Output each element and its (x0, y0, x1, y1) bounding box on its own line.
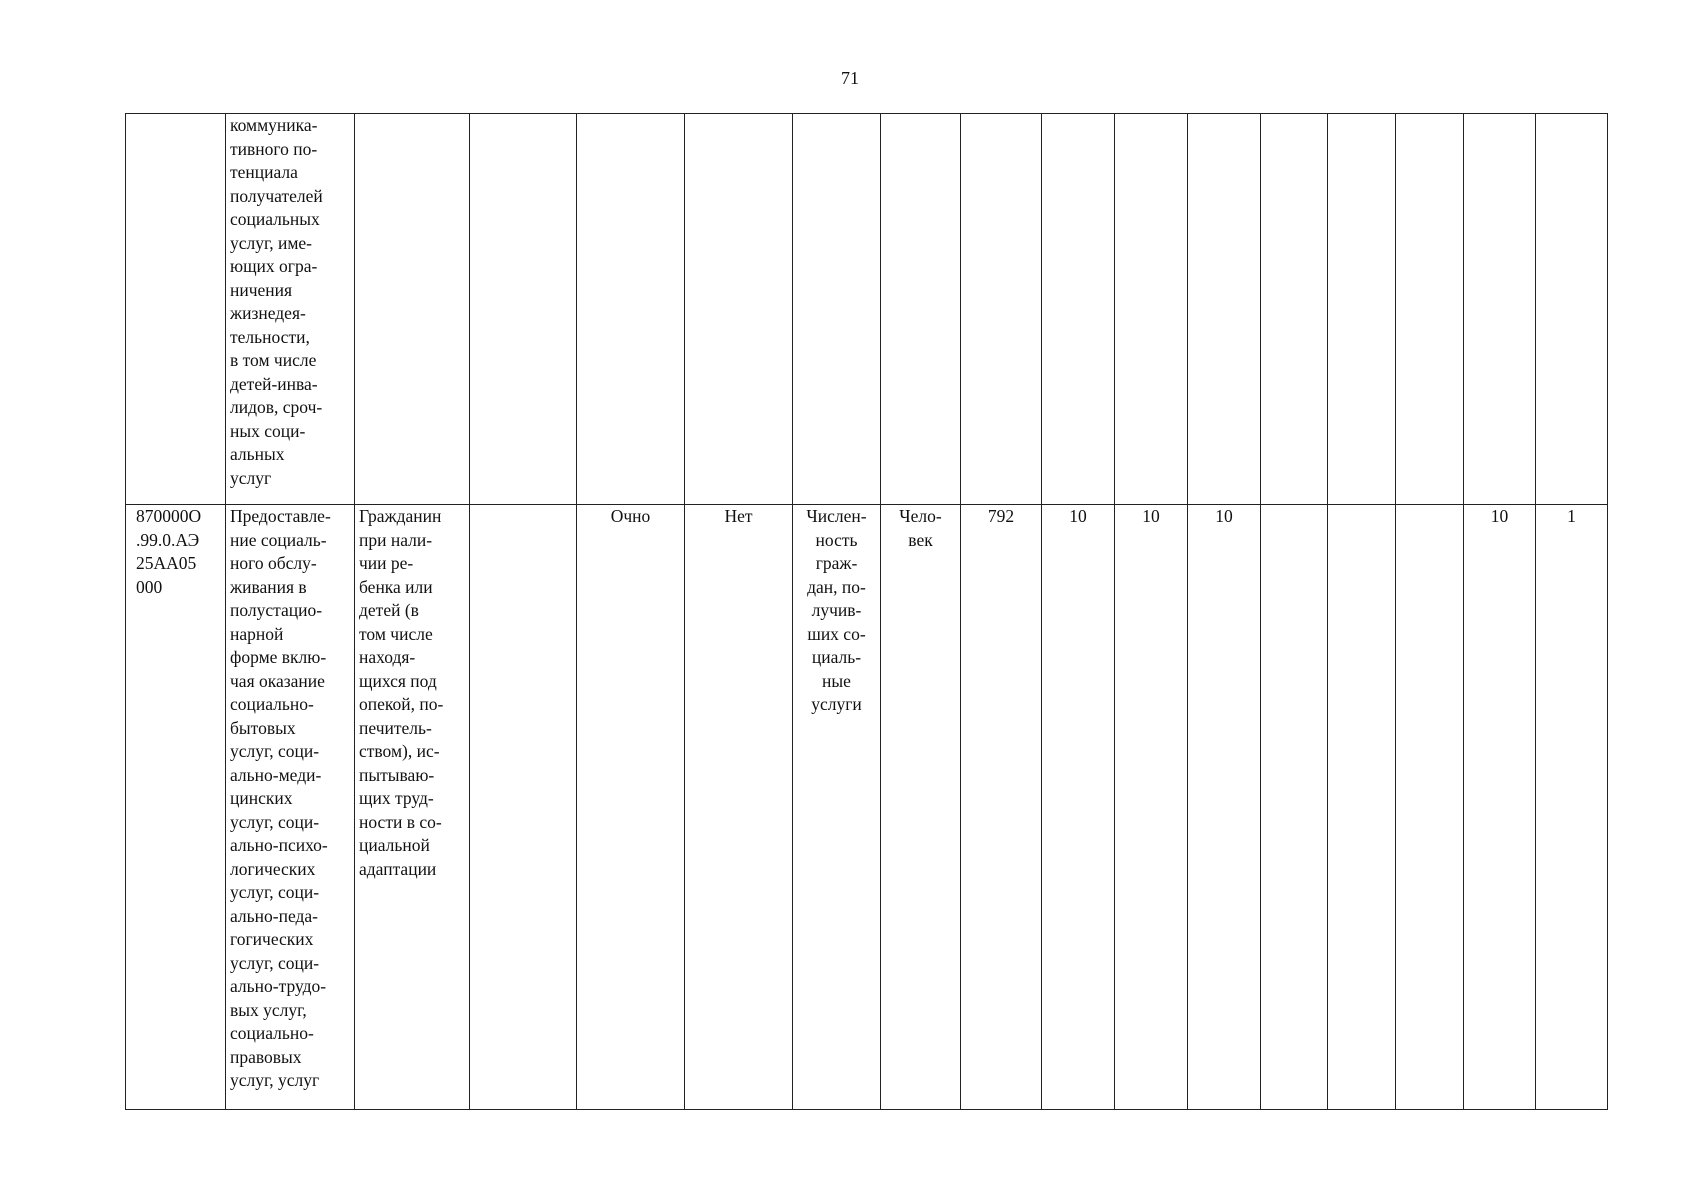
paid-cell: Нет (685, 505, 793, 1110)
form-cell (577, 114, 685, 505)
recipient-category-cell (355, 114, 470, 505)
value-cell: 10 (1188, 505, 1261, 1110)
empty-cell (685, 114, 793, 505)
unit-code-cell: 792 (961, 505, 1042, 1110)
code-cell (126, 114, 226, 505)
empty-cell (470, 505, 577, 1110)
report-table (125, 113, 1608, 1110)
table-row (126, 505, 1608, 1110)
value-cell (1115, 114, 1188, 505)
empty-cell (1396, 114, 1464, 505)
indicator-cell: Числен- ность граж- дан, по- лучив- ших со- циаль- ные услуги (793, 505, 881, 1110)
unit-code-cell (961, 114, 1042, 505)
deviation-cell (1536, 114, 1608, 505)
value-cell: 10 (1042, 505, 1115, 1110)
unit-cell: Чело- век (881, 505, 961, 1110)
empty-cell (470, 114, 577, 505)
indicator-cell (793, 114, 881, 505)
code-cell: 870000О .99.0.АЭ 25АА05 000 (126, 505, 226, 1110)
value-cell (1188, 114, 1261, 505)
page-number: 71 (841, 68, 859, 88)
unit-cell (881, 114, 961, 505)
deviation-cell: 1 (1536, 505, 1608, 1110)
deviation-cell: 10 (1464, 505, 1536, 1110)
empty-cell (1328, 114, 1396, 505)
deviation-cell (1464, 114, 1536, 505)
table-row (126, 114, 1608, 505)
recipient-category-cell: Гражданин при нали- чии ре- бенка или детей (в том числе находя- щихся под опекой, по- печитель- ством), ис- пытываю- щих труд- ности в со- циальной адаптации (355, 505, 470, 1110)
service-name-cell: коммуника- тивного по- тенциала получателей социальных услуг, име- ющих огра- ничения жизнедея- тельности, в том числе детей-инва- лидов, сроч- ных соци- альных услуг (226, 114, 355, 505)
empty-cell (1261, 114, 1328, 505)
form-cell: Очно (577, 505, 685, 1110)
value-cell: 10 (1115, 505, 1188, 1110)
empty-cell (1261, 505, 1328, 1110)
value-cell (1042, 114, 1115, 505)
empty-cell (1396, 505, 1464, 1110)
service-name-cell: Предоставле- ние социаль- ного обслу- живания в полустацио- нарной форме вклю- чая оказание социально- бытовых услуг, соци- ально-меди- цинских услуг, соци- ально-психо- логических услуг, соци- ально-педа- гогических услуг, соци- ально-трудо- вых услуг, социально- правовых услуг, услуг (226, 505, 355, 1110)
empty-cell (1328, 505, 1396, 1110)
